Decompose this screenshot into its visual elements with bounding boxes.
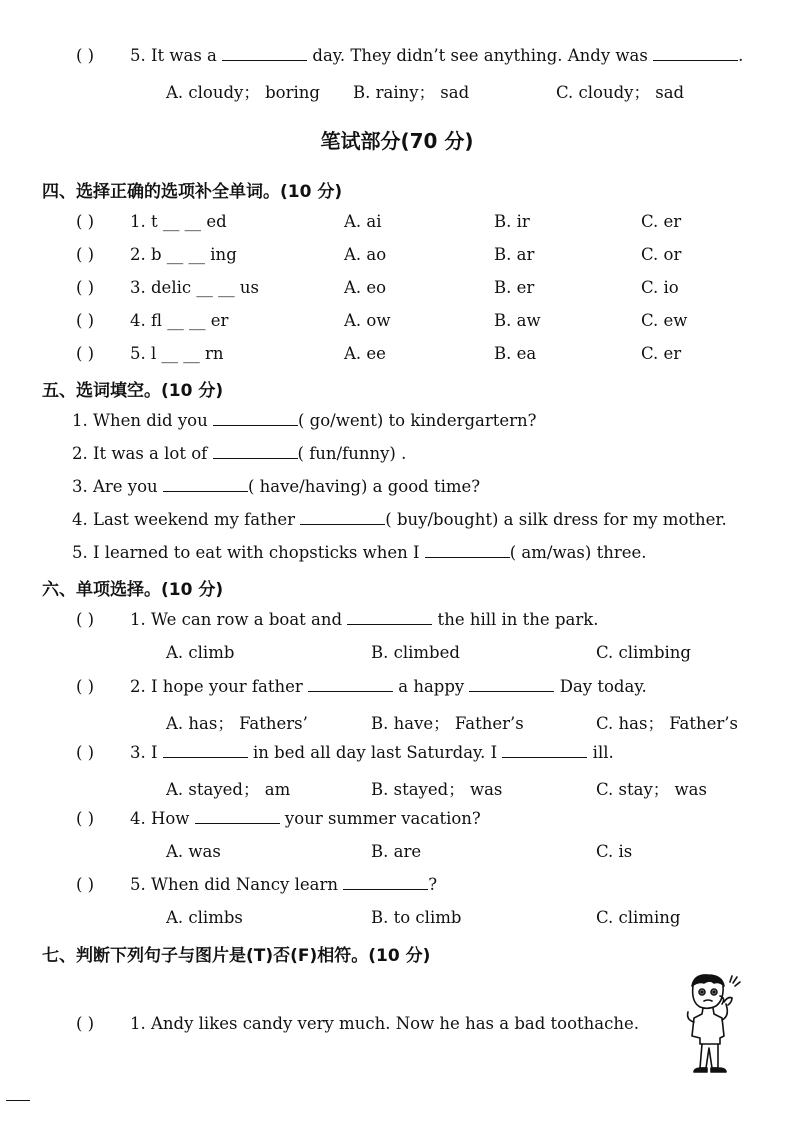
option-a[interactable]: A. cloudy； boring xyxy=(166,83,320,102)
option-c[interactable]: C. has； Father’s xyxy=(596,714,738,733)
question-text: 5. It was a day. They didn’t see anything. Andy was . xyxy=(130,46,744,65)
answer-paren[interactable]: ( ) xyxy=(76,610,95,629)
answer-paren[interactable]: ( ) xyxy=(76,344,95,363)
boy-toothache-illustration xyxy=(680,972,742,1076)
option-a[interactable]: A. has； Fathers’ xyxy=(166,714,308,733)
answer-blank[interactable] xyxy=(163,743,248,758)
question-text: 1. We can row a boat and the hill in the park. xyxy=(130,610,599,629)
s4-item xyxy=(0,278,794,304)
question-text: 3. I in bed all day last Saturday. I ill. xyxy=(130,743,614,762)
question-text: 2. b __ __ ing xyxy=(130,245,237,264)
option-c[interactable]: C. ew xyxy=(641,311,688,330)
s5-item xyxy=(0,411,794,437)
answer-blank[interactable] xyxy=(213,444,298,459)
option-b[interactable]: B. climbed xyxy=(371,643,460,662)
option-a[interactable]: A. ee xyxy=(344,344,386,363)
option-a[interactable]: A. climbs xyxy=(166,908,243,927)
section-7-header: 七、判断下列句子与图片是(T)否(F)相符。(10 分) xyxy=(42,946,431,966)
q5-line xyxy=(0,46,794,72)
s6-question xyxy=(0,875,794,901)
option-c[interactable]: C. is xyxy=(596,842,633,861)
answer-blank[interactable] xyxy=(469,677,554,692)
sentence: 4. Last weekend my father ( buy/bought) a silk dress for my mother. xyxy=(72,510,727,529)
option-c[interactable]: C. climing xyxy=(596,908,681,927)
option-b[interactable]: B. have； Father’s xyxy=(371,714,524,733)
s5-item xyxy=(0,543,794,569)
s6-question xyxy=(0,610,794,636)
option-a[interactable]: A. stayed； am xyxy=(166,780,291,799)
answer-blank[interactable] xyxy=(300,510,385,525)
question-text: 5. When did Nancy learn ? xyxy=(130,875,438,894)
option-c[interactable]: C. stay； was xyxy=(596,780,707,799)
option-c[interactable]: C. io xyxy=(641,278,679,297)
question-text: 4. fl __ __ er xyxy=(130,311,229,330)
answer-paren[interactable]: ( ) xyxy=(76,311,95,330)
sentence: 2. It was a lot of ( fun/funny) . xyxy=(72,444,407,463)
answer-paren[interactable]: ( ) xyxy=(76,46,95,65)
answer-paren[interactable]: ( ) xyxy=(76,677,95,696)
section-4-header: 四、选择正确的选项补全单词。(10 分) xyxy=(42,182,343,202)
answer-paren[interactable]: ( ) xyxy=(76,278,95,297)
option-b[interactable]: B. are xyxy=(371,842,422,861)
section-title: 笔试部分(70 分) xyxy=(320,129,474,153)
s5-item xyxy=(0,477,794,503)
answer-blank[interactable] xyxy=(163,477,248,492)
option-b[interactable]: B. to climb xyxy=(371,908,462,927)
option-a[interactable]: A. ai xyxy=(344,212,382,231)
s4-item xyxy=(0,212,794,238)
s6-question xyxy=(0,677,794,703)
option-c[interactable]: C. er xyxy=(641,212,682,231)
q5-options xyxy=(0,79,794,105)
s6-options xyxy=(0,643,794,669)
question-text: 5. l __ __ rn xyxy=(130,344,224,363)
option-c[interactable]: C. cloudy； sad xyxy=(556,83,685,102)
answer-blank[interactable] xyxy=(343,875,428,890)
answer-paren[interactable]: ( ) xyxy=(76,809,95,828)
s4-item xyxy=(0,344,794,370)
s7-question xyxy=(0,1014,794,1040)
s6-question xyxy=(0,743,794,769)
s6-question xyxy=(0,809,794,835)
answer-blank[interactable] xyxy=(222,46,307,61)
option-a[interactable]: A. climb xyxy=(166,643,235,662)
question-text: 1. Andy likes candy very much. Now he has a bad toothache. xyxy=(130,1014,640,1033)
section-5-header: 五、选词填空。(10 分) xyxy=(42,381,224,401)
s6-options xyxy=(0,908,794,934)
answer-blank[interactable] xyxy=(653,46,738,61)
page-edge-mark xyxy=(6,1100,30,1101)
option-b[interactable]: B. ea xyxy=(494,344,537,363)
option-a[interactable]: A. was xyxy=(166,842,221,861)
question-text: 4. How your summer vacation? xyxy=(130,809,481,828)
option-c[interactable]: C. climbing xyxy=(596,643,691,662)
option-b[interactable]: B. aw xyxy=(494,311,541,330)
sentence: 5. I learned to eat with chopsticks when I ( am/was) three. xyxy=(72,543,647,562)
s6-options xyxy=(0,776,794,802)
s6-options xyxy=(0,842,794,868)
option-a[interactable]: A. eo xyxy=(344,278,387,297)
option-a[interactable]: A. ao xyxy=(344,245,387,264)
answer-paren[interactable]: ( ) xyxy=(76,245,95,264)
option-b[interactable]: B. er xyxy=(494,278,535,297)
question-text: 1. t __ __ ed xyxy=(130,212,227,231)
question-text: 3. delic __ __ us xyxy=(130,278,259,297)
question-text: 2. I hope your father a happy Day today. xyxy=(130,677,647,696)
option-c[interactable]: C. er xyxy=(641,344,682,363)
option-a[interactable]: A. ow xyxy=(344,311,391,330)
s5-item xyxy=(0,444,794,470)
s4-item xyxy=(0,245,794,271)
answer-blank[interactable] xyxy=(195,809,280,824)
option-b[interactable]: B. rainy； sad xyxy=(353,83,470,102)
option-b[interactable]: B. ir xyxy=(494,212,530,231)
answer-blank[interactable] xyxy=(502,743,587,758)
s6-options xyxy=(0,710,794,736)
sentence: 3. Are you ( have/having) a good time? xyxy=(72,477,481,496)
answer-blank[interactable] xyxy=(213,411,298,426)
answer-paren[interactable]: ( ) xyxy=(76,875,95,894)
sentence: 1. When did you ( go/went) to kindergartern? xyxy=(72,411,537,430)
s4-item xyxy=(0,311,794,337)
option-b[interactable]: B. stayed； was xyxy=(371,780,503,799)
answer-blank[interactable] xyxy=(347,610,432,625)
answer-blank[interactable] xyxy=(425,543,510,558)
option-b[interactable]: B. ar xyxy=(494,245,535,264)
option-c[interactable]: C. or xyxy=(641,245,682,264)
answer-paren[interactable]: ( ) xyxy=(76,212,95,231)
answer-blank[interactable] xyxy=(308,677,393,692)
answer-paren[interactable]: ( ) xyxy=(76,1014,95,1033)
section-6-header: 六、单项选择。(10 分) xyxy=(42,580,224,600)
answer-paren[interactable]: ( ) xyxy=(76,743,95,762)
s5-item xyxy=(0,510,794,536)
